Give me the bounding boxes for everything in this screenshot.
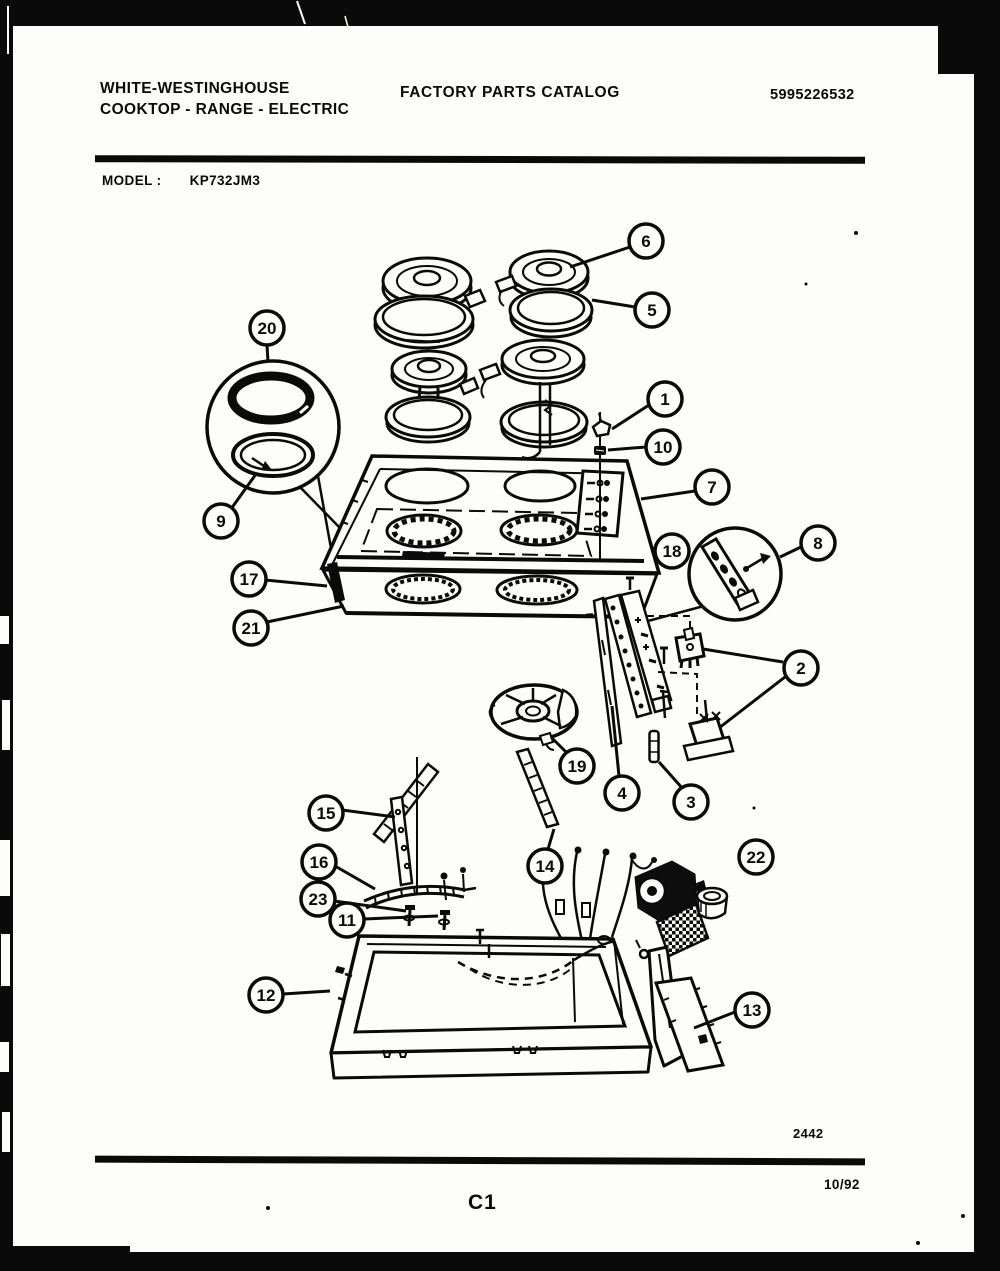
catalog-title: FACTORY PARTS CATALOG: [400, 84, 620, 101]
model-label: MODEL :: [102, 173, 162, 188]
coil-element-right-front: [480, 340, 584, 398]
svg-text:5: 5: [647, 301, 657, 320]
svg-text:14: 14: [535, 857, 555, 876]
infinite-switch-upper: [676, 628, 704, 668]
callout-11: [330, 903, 364, 937]
callout-16: [302, 845, 336, 879]
drip-bowl-left-rear: [375, 296, 473, 348]
callout-18: [655, 534, 689, 568]
svg-text:23: 23: [308, 890, 328, 909]
callout-4: [605, 776, 639, 810]
curved-support-strip: [364, 886, 476, 908]
burner-box: [331, 930, 651, 1078]
figure-code: 2442: [793, 1126, 824, 1141]
svg-text:12: 12: [256, 986, 276, 1005]
callout-13: [735, 993, 769, 1027]
model-number: KP732JM3: [189, 173, 261, 188]
coil-element-left-front: [392, 351, 478, 400]
drip-bowl-right-rear: [510, 289, 592, 337]
callout-22: [739, 840, 773, 874]
date-code: 10/92: [824, 1177, 860, 1192]
svg-text:19: 19: [567, 757, 587, 776]
svg-text:16: 16: [309, 853, 329, 872]
maintop-panel: [322, 456, 659, 573]
svg-text:10: 10: [653, 438, 673, 457]
svg-text:21: 21: [241, 619, 261, 638]
fan-blade: [490, 685, 577, 750]
svg-text:13: 13: [742, 1001, 762, 1020]
catalog-category: COOKTOP - RANGE - ELECTRIC: [100, 101, 350, 118]
svg-text:9: 9: [216, 512, 226, 531]
callout-5: [635, 293, 669, 327]
mounting-screws: [404, 867, 466, 930]
callout-15: [309, 796, 343, 830]
svg-text:17: 17: [239, 570, 259, 589]
fan-motor-assembly: [635, 861, 727, 956]
callout-2: [784, 651, 818, 685]
callout-10: [646, 430, 680, 464]
svg-text:7: 7: [707, 478, 717, 497]
svg-text:22: 22: [746, 848, 766, 867]
support-bracket-cross: [374, 757, 438, 894]
callout-14: [528, 849, 562, 883]
svg-text:2: 2: [796, 659, 806, 678]
svg-text:3: 3: [686, 793, 696, 812]
svg-text:11: 11: [338, 911, 356, 930]
terminal-clip: [593, 421, 610, 436]
publication-number: 5995226532: [770, 87, 855, 103]
callout-9: [204, 504, 238, 538]
svg-text:4: 4: [617, 784, 627, 803]
callout-19: [560, 749, 594, 783]
callout-20: [250, 311, 284, 345]
infinite-switch-lower: [684, 700, 733, 760]
drip-bowl-right-front: [501, 402, 587, 447]
callout-7: [695, 470, 729, 504]
brand-name: WHITE-WESTINGHOUSE: [100, 80, 290, 97]
callout-12: [249, 978, 283, 1012]
callout-23: [301, 882, 335, 916]
support-bracket-slanted: [517, 749, 558, 827]
svg-text:15: 15: [316, 804, 336, 823]
svg-text:1: 1: [660, 390, 670, 409]
callout-3: [674, 785, 708, 819]
callout-21: [234, 611, 268, 645]
svg-text:6: 6: [641, 232, 651, 251]
callout-17: [232, 562, 266, 596]
callout-8: [801, 526, 835, 560]
callout-1: [648, 382, 682, 416]
drip-bowl-left-front: [386, 397, 470, 442]
page-number: C1: [468, 1191, 497, 1214]
svg-text:8: 8: [813, 534, 823, 553]
svg-text:20: 20: [257, 319, 277, 338]
callout-6: [629, 224, 663, 258]
svg-text:18: 18: [662, 542, 682, 561]
